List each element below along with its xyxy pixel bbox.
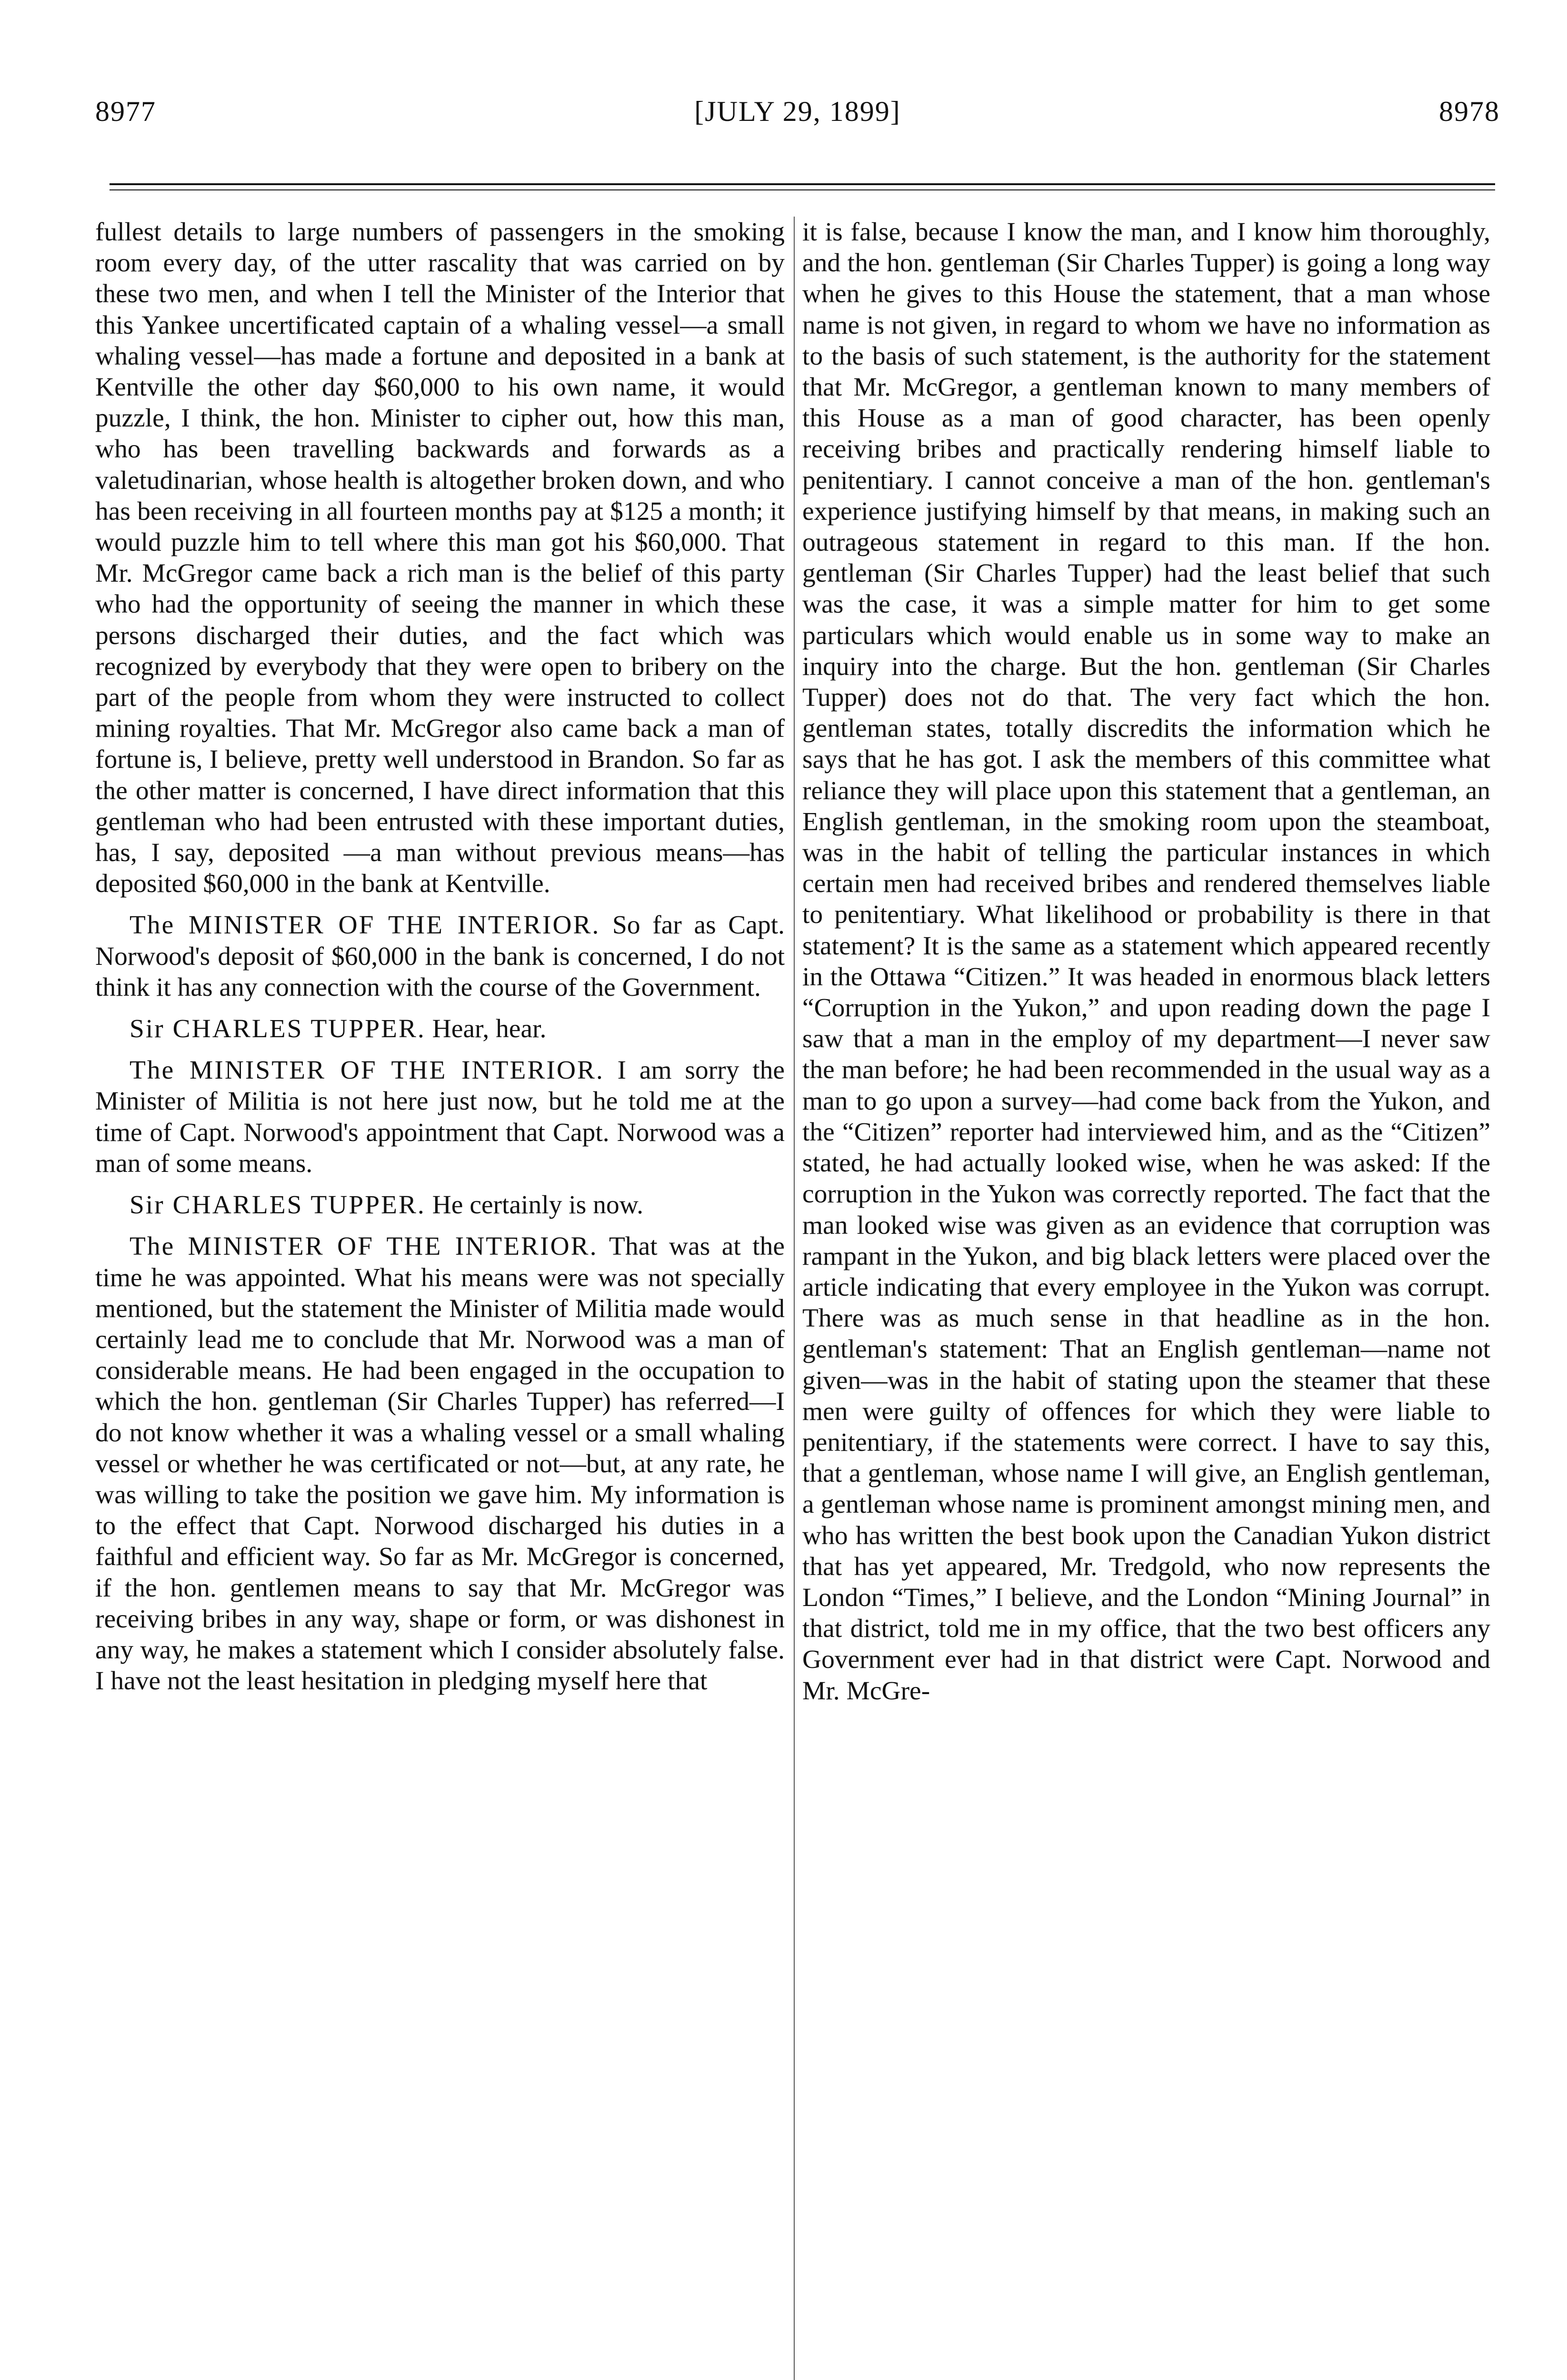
paragraph — [95, 910, 785, 1003]
speaker-name: The MINISTER OF THE INTERIOR. — [130, 1056, 604, 1085]
paragraph — [802, 217, 1490, 1706]
paragraph-text: He certainly is now. — [432, 1190, 644, 1220]
speaker-name: The MINISTER OF THE INTERIOR. — [130, 1232, 598, 1261]
speaker-name: Sir CHARLES TUPPER. — [130, 1190, 426, 1220]
right-page-number: 8978 — [1439, 96, 1500, 127]
paragraph — [95, 1231, 785, 1696]
paragraph — [95, 1190, 785, 1220]
speaker-name: Sir CHARLES TUPPER. — [130, 1014, 426, 1044]
paragraph-text: That was at the time he was appointed. What his means were was not specially mentioned, but the statement the Minister of Militia made would certainly lead me to conclude that Mr. Norwood was a man of considerable means. He had been engaged in the occupation to which the hon. gentleman (Sir Charles Tupper) has referred—I do not know whether it was a whaling vessel or a small whaling vessel or whether he was certificated or not—but, at any rate, he was willing to take the position we gave him. My information is to the effect that Capt. Norwood discharged his duties in a faithful and efficient way. So far as Mr. McGregor is concerned, if the hon. gentlemen means to say that Mr. McGregor was receiving bribes in any way, shape or form, or was dishonest in any way, he makes a statement which I consider absolutely false. I have not the least hesitation in pledging myself here that — [95, 1232, 785, 1696]
speaker-name: The MINISTER OF THE INTERIOR. — [130, 911, 600, 940]
page-date: [JULY 29, 1899] — [694, 96, 901, 127]
paragraph-text: Hear, hear. — [432, 1014, 547, 1044]
paragraph — [95, 217, 785, 899]
paragraph-text: it is false, because I know the man, and I know him thoroughly, and the hon. gentleman (Sir Charles Tupper) is going a long way when he gives to this House the statement, that a man whose name is not given, in regard to whom we have no information as to the basis of such statement, is the authority for the statement that Mr. McGregor, a gentleman known to many members of this House as a man of good character, has been openly receiving bribes and practically rendering himself liable to penitentiary. I cannot conceive a man of the hon. gentleman's experience justifying himself by that means, in making such an outrageous statement in regard to this man. If the hon. gentleman (Sir Charles Tupper) had the least belief that such was the case, it was a simple matter for him to get some particulars which would enable us in some way to make an inquiry into the charge. But the hon. gentleman (Sir Charles Tupper) does not do that. The very fact which the hon. gentleman states, totally discredits the information which he says that he has got. I ask the members of this committee what reliance they will place upon this statement that a gentleman, an English gentleman, in the smoking room upon the steamboat, was in the habit of telling the particular instances in which certain men had received bribes and rendered themselves liable to penitentiary. What likelihood or probability is there in that statement? It is the same as a statement which appeared recently in the Ottawa “Citizen.” It was headed in enormous black letters “Corruption in the Yukon,” and upon reading down the page I saw that a man in the employ of my department—I never saw the man before; he had been recommended in the usual way as a man to go upon a survey—had come back from the Yukon, and the “Citizen” reporter had interviewed him, and as the “Citizen” stated, he had actually looked wise, when he was asked: If the corruption in the Yukon was correctly reported. The fact that the man looked wise was given as an evidence that corruption was rampant in the Yukon, and big black letters were placed over the article indicating that every employee in the Yukon was corrupt. There was as much sense in that headline as in the hon. gentleman's statement: That an English gentleman—name not given—was in the habit of stating upon the steamer that these men were guilty of offences for which they were liable to penitentiary, if the statements were correct. I have to say this, that a gentleman, whose name I will give, an English gentleman, a gentleman whose name is prominent amongst mining men, and who has written the best book upon the Canadian Yukon district that has yet appeared, Mr. Tredgold, who now represents the London “Times,” I believe, and the London “Mining Journal” in that district, told me in my office, that the two best officers any Government ever had in that district were Capt. Norwood and Mr. McGre- — [802, 218, 1490, 1706]
paragraph-text: I am sorry the Minister of Militia is not here just now, but he told me at the time of Capt. Norwood's appointment that Capt. Norwood was a man of some means. — [95, 1056, 785, 1178]
left-page-number: 8977 — [95, 96, 156, 127]
paragraph-text: So far as Capt. Norwood's deposit of $60,000 in the bank is concerned, I do not think it has any connection with the course of the Government. — [95, 911, 785, 1002]
page-header — [95, 95, 1500, 152]
header-rule-bottom — [110, 189, 1495, 190]
paragraph-text: fullest details to large numbers of passengers in the smoking room every day, of the utter rascality that was carried on by these two men, and when I tell the Minister of the Interior that this Yankee uncertificated captain of a whaling vessel—a small whaling vessel—has made a fortune and deposited in a bank at Kentville the other day $60,000 to his own name, it would puzzle, I think, the hon. Minister to cipher out, how this man, who has been travelling backwards and forwards as a valetudinarian, whose health is altogether broken down, and who has been receiving in all fourteen months pay at $125 a month; it would puzzle him to tell where this man got his $60,000. That Mr. McGregor came back a rich man is the belief of this party who had the opportunity of seeing the manner in which these persons discharged their duties, and the fact which was recognized by everybody that they were open to bribery on the part of the people from whom they were instructed to collect mining royalties. That Mr. McGregor also came back a man of fortune is, I believe, pretty well understood in Brandon. So far as the other matter is concerned, I have direct information that this gentleman who had been entrusted with these important duties, has, I say, deposited —a man without previous means—has deposited $60,000 in the bank at Kentville. — [95, 218, 785, 899]
column-divider — [794, 217, 795, 2380]
left-column — [95, 217, 785, 1696]
header-rule-top — [110, 183, 1495, 185]
paragraph — [95, 1055, 785, 1179]
paragraph — [95, 1013, 785, 1044]
right-column — [802, 217, 1490, 1706]
